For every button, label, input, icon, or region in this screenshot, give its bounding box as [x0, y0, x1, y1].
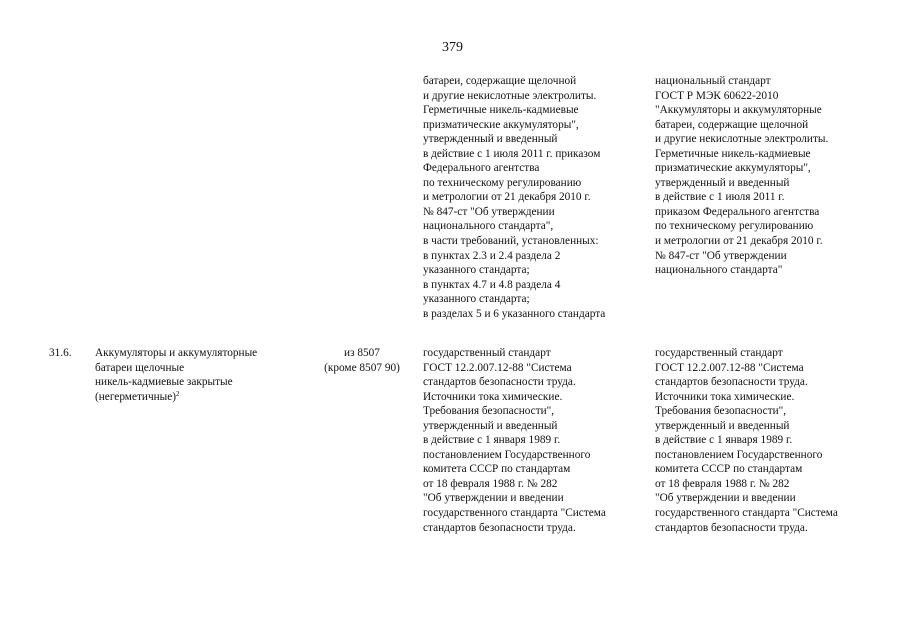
text-line-content: Герметичные никель-кадмиевые	[423, 104, 579, 117]
text-line-content: и другие некислотные электролиты.	[655, 133, 829, 146]
text-line-content: призматические аккумуляторы",	[423, 118, 579, 131]
text-line	[423, 292, 605, 307]
text-line	[423, 132, 605, 147]
text-line-content: никель-кадмиевые закрытые	[95, 376, 233, 389]
text-line	[423, 278, 605, 293]
row-col4-text	[655, 346, 838, 535]
text-line-content: (негерметичные)	[95, 390, 177, 403]
text-line	[655, 433, 838, 448]
text-line-content: утвержденный и введенный	[655, 419, 790, 432]
text-line-content: Требования безопасности",	[655, 405, 787, 418]
text-line-content: в действие с 1 января 1989 г.	[655, 434, 793, 447]
text-line-content: государственного стандарта "Система	[423, 507, 606, 520]
row-number: 31.6.	[49, 347, 72, 359]
text-line	[655, 390, 838, 405]
text-line	[423, 419, 606, 434]
text-line	[423, 118, 605, 133]
text-line-content: и другие некислотные электролиты.	[423, 89, 597, 102]
text-line-content: стандартов безопасности труда.	[655, 521, 808, 534]
text-line-content: стандартов безопасности труда.	[655, 376, 808, 389]
text-line	[423, 205, 605, 220]
text-line	[423, 404, 606, 419]
text-line-content: батареи щелочные	[95, 361, 185, 374]
text-line	[655, 103, 828, 118]
text-line	[95, 390, 257, 405]
text-line	[423, 147, 605, 162]
text-line-content: Источники тока химические.	[423, 390, 563, 403]
text-line	[423, 307, 605, 322]
text-line	[655, 477, 838, 492]
footnote-marker: 2	[176, 389, 180, 398]
text-line-content: по техническому регулированию	[423, 176, 582, 189]
text-line-content: "Об утверждении и введении	[655, 492, 796, 505]
text-line-content: № 847-ст "Об утверждении	[655, 249, 787, 262]
text-line-content: батареи, содержащие щелочной	[655, 118, 809, 131]
text-line	[655, 263, 828, 278]
text-line	[423, 249, 605, 264]
text-line-content: от 18 февраля 1988 г. № 282	[423, 477, 558, 490]
text-line	[655, 462, 838, 477]
text-line-content: Герметичные никель-кадмиевые	[655, 147, 811, 160]
text-line-content: утвержденный и введенный	[423, 133, 558, 146]
text-line	[655, 205, 828, 220]
text-line-content: "Аккумуляторы и аккумуляторные	[655, 104, 822, 117]
text-line-content: национального стандарта"	[655, 264, 783, 277]
text-line	[423, 433, 606, 448]
text-line	[423, 161, 605, 176]
text-line	[423, 190, 605, 205]
text-line-content: государственный стандарт	[423, 347, 551, 359]
text-line	[423, 390, 606, 405]
text-line	[655, 249, 828, 264]
text-line-content: указанного стандарта;	[423, 264, 530, 277]
text-line	[423, 448, 606, 463]
text-line	[423, 74, 605, 89]
text-line	[423, 361, 606, 376]
text-line	[95, 375, 257, 390]
text-line-content: в действие с 1 января 1989 г.	[423, 434, 561, 447]
text-line	[95, 361, 257, 376]
tn-ved-code	[312, 346, 412, 375]
text-line	[423, 234, 605, 249]
text-line-content: государственного стандарта "Система	[655, 507, 838, 520]
text-line-content: постановлением Государственного	[423, 448, 591, 461]
text-line	[312, 346, 412, 361]
text-line-content: и метрологии от 21 декабря 2010 г.	[655, 235, 823, 248]
text-line	[655, 375, 838, 390]
text-line-content: Требования безопасности",	[423, 405, 555, 418]
text-line	[423, 506, 606, 521]
text-line	[655, 176, 828, 191]
text-line-content: и метрологии от 21 декабря 2010 г.	[423, 191, 591, 204]
text-line-content: "Об утверждении и введении	[423, 492, 564, 505]
text-line	[423, 346, 606, 361]
text-line	[655, 234, 828, 249]
text-line	[655, 491, 838, 506]
text-line-content: в части требований, установленных:	[423, 235, 599, 248]
text-line-content: в действие с 1 июля 2011 г. приказом	[423, 147, 601, 160]
text-line-content: комитета СССР по стандартам	[423, 463, 571, 476]
text-line	[655, 89, 828, 104]
text-line	[423, 491, 606, 506]
text-line	[655, 219, 828, 234]
text-line-content: национального стандарта",	[423, 220, 554, 233]
text-line	[423, 103, 605, 118]
text-line	[655, 74, 828, 89]
text-line-content: стандартов безопасности труда.	[423, 376, 576, 389]
text-line	[423, 462, 606, 477]
top-col4-text	[655, 74, 828, 278]
text-line-content: (кроме 8507 90)	[324, 361, 400, 374]
text-line	[423, 263, 605, 278]
text-line-content: национальный стандарт	[655, 75, 771, 87]
text-line-content: № 847-ст "Об утверждении	[423, 205, 555, 218]
top-col3-text	[423, 74, 605, 321]
text-line-content: в пунктах 4.7 и 4.8 раздела 4	[423, 278, 561, 291]
product-name	[95, 346, 257, 404]
text-line	[655, 161, 828, 176]
text-line-content: утвержденный и введенный	[423, 419, 558, 432]
text-line-content: указанного стандарта;	[423, 293, 530, 306]
text-line	[95, 346, 257, 361]
row-col3-text	[423, 346, 606, 535]
text-line-content: ГОСТ 12.2.007.12-88 "Система	[655, 361, 804, 374]
text-line	[655, 404, 838, 419]
text-line-content: Источники тока химические.	[655, 390, 795, 403]
text-line-content: в действие с 1 июля 2011 г.	[655, 191, 785, 204]
text-line-content: из 8507	[344, 347, 380, 359]
text-line-content: утвержденный и введенный	[655, 176, 790, 189]
text-line-content: приказом Федерального агентства	[655, 205, 820, 218]
text-line-content: стандартов безопасности труда.	[423, 521, 576, 534]
text-line-content: ГОСТ 12.2.007.12-88 "Система	[423, 361, 572, 374]
text-line	[655, 147, 828, 162]
text-line	[655, 132, 828, 147]
text-line-content: призматические аккумуляторы",	[655, 162, 811, 175]
text-line	[655, 190, 828, 205]
text-line-content: в разделах 5 и 6 указанного стандарта	[423, 307, 606, 320]
text-line-content: комитета СССР по стандартам	[655, 463, 803, 476]
text-line-content: государственный стандарт	[655, 347, 783, 359]
text-line	[423, 219, 605, 234]
text-line-content: батареи, содержащие щелочной	[423, 75, 577, 87]
text-line	[655, 118, 828, 133]
text-line-content: постановлением Государственного	[655, 448, 823, 461]
text-line	[655, 521, 838, 536]
text-line	[423, 375, 606, 390]
text-line-content: Федерального агентства	[423, 162, 540, 175]
text-line-content: в пунктах 2.3 и 2.4 раздела 2	[423, 249, 561, 262]
text-line	[312, 361, 412, 376]
text-line	[655, 346, 838, 361]
text-line	[655, 448, 838, 463]
text-line	[423, 477, 606, 492]
text-line-content: ГОСТ Р МЭК 60622-2010	[655, 89, 779, 102]
text-line	[423, 176, 605, 191]
text-line	[655, 506, 838, 521]
text-line	[423, 521, 606, 536]
text-line	[423, 89, 605, 104]
text-line-content: от 18 февраля 1988 г. № 282	[655, 477, 790, 490]
text-line-content: Аккумуляторы и аккумуляторные	[95, 347, 258, 359]
text-line	[655, 419, 838, 434]
text-line	[655, 361, 838, 376]
text-line-content: по техническому регулированию	[655, 220, 814, 233]
page-number: 379	[442, 40, 463, 55]
